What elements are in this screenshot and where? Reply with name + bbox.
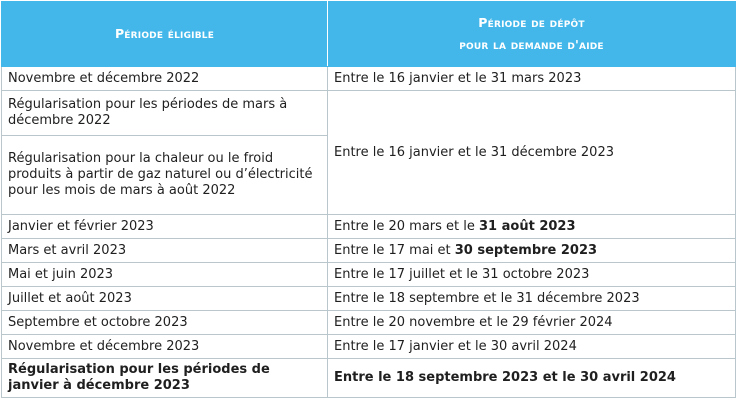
deposit-deadline: 30 septembre 2023 bbox=[454, 242, 598, 258]
deposit-cell: Entre le 20 novembre et le 29 février 2024 bbox=[328, 311, 736, 335]
period-cell: Novembre et décembre 2022 bbox=[2, 67, 328, 91]
header-deposit-period bbox=[328, 2, 736, 67]
deposit-cell bbox=[328, 239, 736, 263]
header-eligible-period: Période éligible bbox=[2, 2, 328, 67]
deadline-table bbox=[1, 1, 736, 398]
period-cell: Septembre et octobre 2023 bbox=[2, 311, 328, 335]
deposit-text: Entre le 17 mai et bbox=[334, 242, 455, 258]
period-cell: Novembre et décembre 2023 bbox=[2, 335, 328, 359]
deposit-cell: Entre le 16 janvier et le 31 mars 2023 bbox=[328, 67, 736, 91]
period-cell: Régularisation pour les périodes de janvier à décembre 2023 bbox=[2, 359, 328, 398]
table-row bbox=[2, 67, 736, 91]
deposit-cell: Entre le 16 janvier et le 31 décembre 2023 bbox=[328, 91, 736, 215]
period-cell: Mai et juin 2023 bbox=[2, 263, 328, 287]
header-deposit-line2: pour la demande d'aide bbox=[459, 37, 604, 52]
table-row bbox=[2, 287, 736, 311]
deposit-text: Entre le 20 mars et le bbox=[334, 218, 480, 234]
deposit-cell: Entre le 17 janvier et le 30 avril 2024 bbox=[328, 335, 736, 359]
table-row bbox=[2, 311, 736, 335]
table-row bbox=[2, 91, 736, 136]
deposit-cell: Entre le 18 septembre 2023 et le 30 avril 2024 bbox=[328, 359, 736, 398]
period-cell: Régularisation pour la chaleur ou le froid produits à partir de gaz naturel ou d’électricité pour les mois de mars à août 2022 bbox=[2, 136, 328, 215]
period-cell: Régularisation pour les périodes de mars à décembre 2022 bbox=[2, 91, 328, 136]
table-header-row bbox=[2, 2, 736, 67]
table-row bbox=[2, 335, 736, 359]
table-row bbox=[2, 359, 736, 398]
deposit-cell: Entre le 18 septembre et le 31 décembre 2023 bbox=[328, 287, 736, 311]
period-cell: Juillet et août 2023 bbox=[2, 287, 328, 311]
deposit-cell bbox=[328, 215, 736, 239]
table-row bbox=[2, 215, 736, 239]
period-cell: Janvier et février 2023 bbox=[2, 215, 328, 239]
period-cell: Mars et avril 2023 bbox=[2, 239, 328, 263]
table-row bbox=[2, 263, 736, 287]
table-row bbox=[2, 239, 736, 263]
deposit-deadline: 31 août 2023 bbox=[479, 218, 576, 234]
header-deposit-line1: Période de dépôt bbox=[478, 15, 585, 30]
deposit-cell: Entre le 17 juillet et le 31 octobre 2023 bbox=[328, 263, 736, 287]
